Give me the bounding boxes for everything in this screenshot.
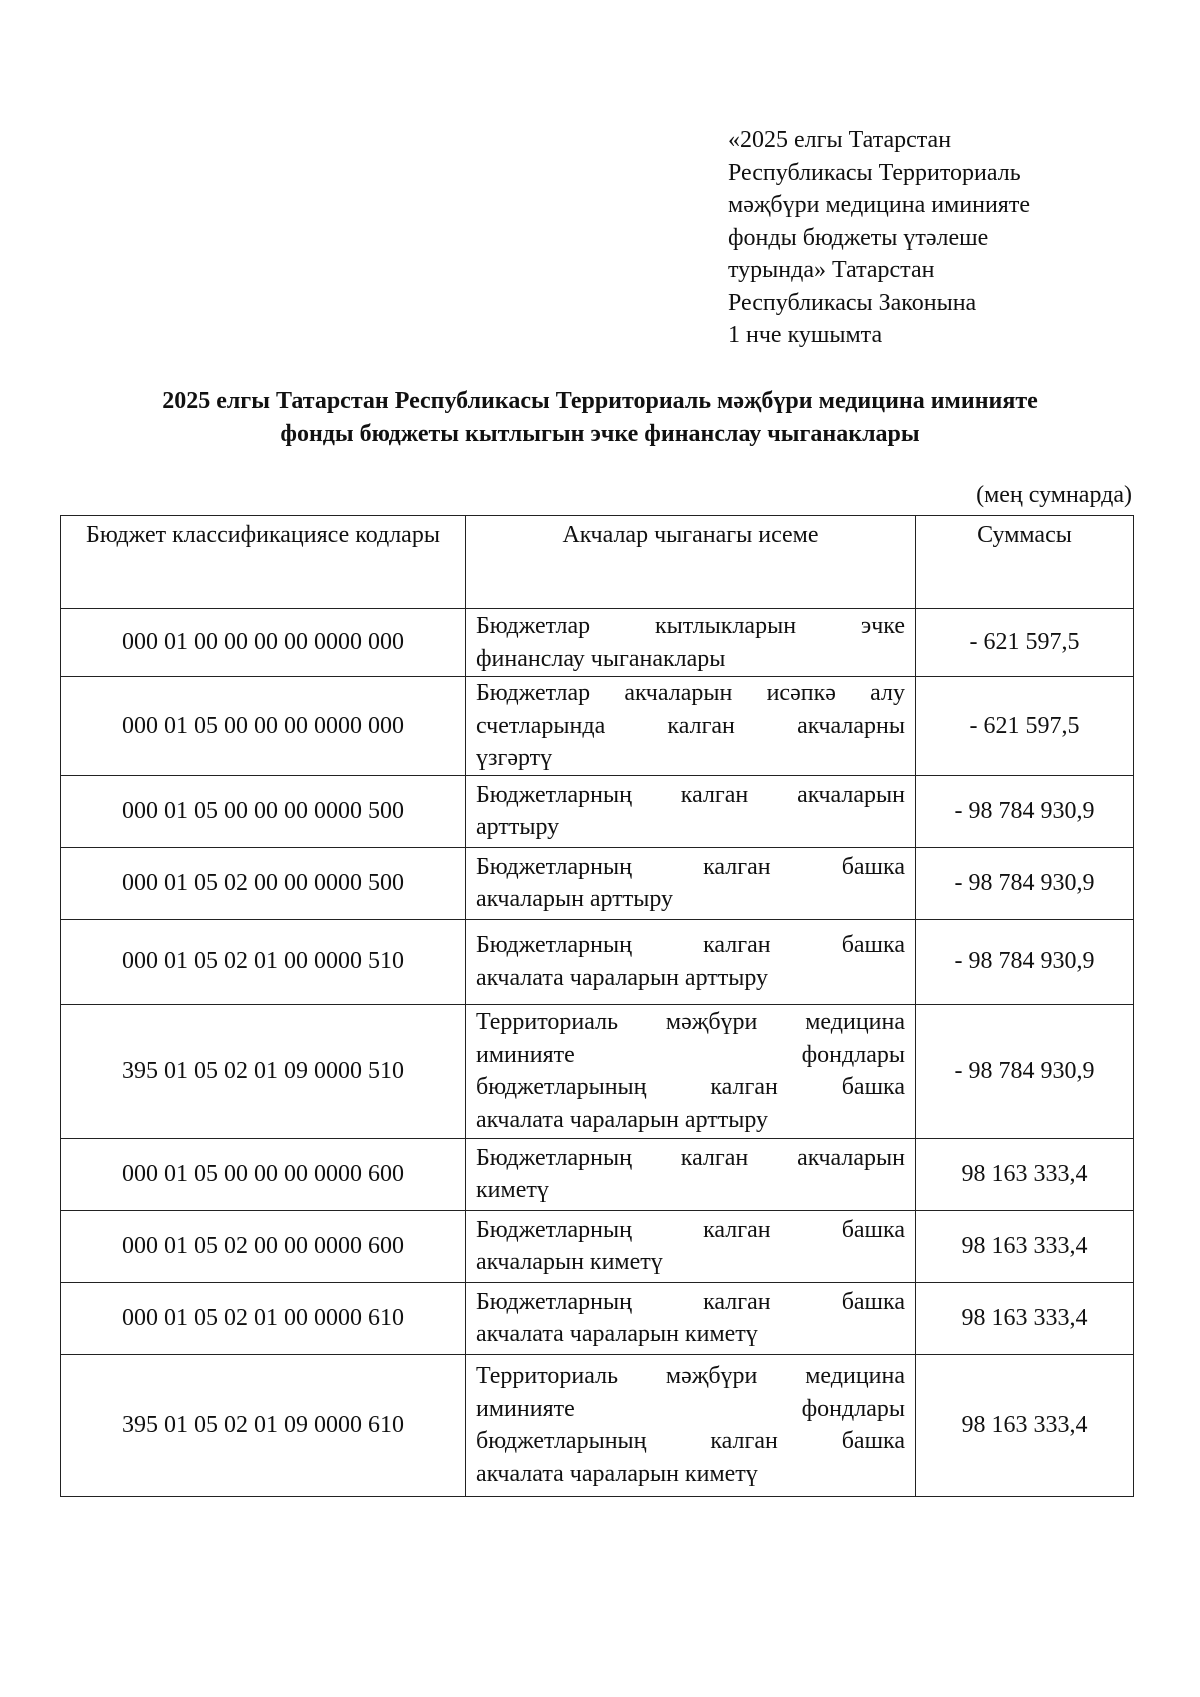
source-name-line: Территориаль мәҗбүри медицина	[476, 1009, 905, 1035]
source-name-cell	[466, 1210, 916, 1282]
source-name-cell	[466, 775, 916, 847]
budget-code-cell: 000 01 05 00 00 00 0000 500	[61, 775, 466, 847]
table-row	[61, 919, 1134, 1004]
source-name-line: акчалата чараларын киметү	[476, 1321, 758, 1347]
amount-cell: 98 163 333,4	[916, 1282, 1134, 1354]
source-name-line: Бюджетларның калган башка	[476, 1288, 905, 1315]
source-name-cell	[466, 1004, 916, 1138]
annex-line: турында» Татарстан	[728, 257, 935, 283]
source-name-line: Территориаль мәҗбүри медицина	[476, 1363, 905, 1389]
source-name-line: Бюджетларның калган башка	[476, 1216, 905, 1243]
source-name-cell	[466, 609, 916, 677]
header-sum: Суммасы	[916, 516, 1134, 609]
source-name-line: бюджетларының калган башка	[476, 1074, 905, 1100]
source-name-line: акчаларын арттыру	[476, 886, 674, 912]
amount-cell: - 621 597,5	[916, 677, 1134, 776]
source-name-line: Бюджетлар кытлыкларын эчке	[476, 613, 905, 639]
header-code: Бюджет классификациясе кодлары	[61, 516, 466, 609]
table-row	[61, 1138, 1134, 1210]
annex-line: мәҗбүри медицина иминияте	[728, 192, 1030, 218]
amount-cell: - 98 784 930,9	[916, 1004, 1134, 1138]
budget-code-cell: 000 01 05 00 00 00 0000 000	[61, 677, 466, 776]
source-name-cell	[466, 1354, 916, 1496]
table-row	[61, 1004, 1134, 1138]
source-name-line: Бюджетларның калган башка	[476, 853, 905, 880]
budget-code-cell: 000 01 05 00 00 00 0000 600	[61, 1138, 466, 1210]
budget-code-cell: 000 01 00 00 00 00 0000 000	[61, 609, 466, 677]
source-name-line: Бюджетларның калган акчаларын	[476, 1144, 905, 1171]
source-name-line: акчалата чараларын арттыру	[476, 964, 769, 991]
amount-cell: 98 163 333,4	[916, 1138, 1134, 1210]
budget-code-cell: 395 01 05 02 01 09 0000 610	[61, 1354, 466, 1496]
annex-line: Республикасы Законына	[728, 289, 977, 316]
source-name-line: бюджетларының калган башка	[476, 1428, 905, 1454]
budget-code-cell: 395 01 05 02 01 09 0000 510	[61, 1004, 466, 1138]
annex-note	[728, 124, 1148, 352]
source-name-line: Бюджетлар акчаларын исәпкә алу	[476, 680, 905, 706]
annex-line: Республикасы Территориаль	[728, 159, 1021, 186]
header-name: Акчалар чыганагы исеме	[466, 516, 916, 609]
source-name-line: акчалата чараларын киметү	[476, 1460, 758, 1487]
source-name-line: арттыру	[476, 814, 560, 840]
source-name-line: иминияте фондлары	[476, 1041, 905, 1068]
amount-cell: - 98 784 930,9	[916, 847, 1134, 919]
amount-cell: - 621 597,5	[916, 609, 1134, 677]
annex-line: 1 нче кушымта	[728, 322, 883, 348]
table-row	[61, 609, 1134, 677]
table-row	[61, 847, 1134, 919]
source-name-line: акчалата чараларын арттыру	[476, 1106, 769, 1133]
table-row	[61, 775, 1134, 847]
document-title	[50, 385, 1150, 451]
source-name-cell	[466, 677, 916, 776]
source-name-cell	[466, 1138, 916, 1210]
table-row	[61, 1210, 1134, 1282]
source-name-line: киметү	[476, 1177, 549, 1203]
table-row	[61, 1354, 1134, 1496]
table-body	[61, 609, 1134, 1497]
title-line-2: фонды бюджеты кытлыгын эчке финанслау чыганаклары	[280, 421, 920, 447]
amount-cell: 98 163 333,4	[916, 1354, 1134, 1496]
source-name-cell	[466, 847, 916, 919]
title-line-1: 2025 елгы Татарстан Республикасы Территориаль мәҗбүри медицина иминияте	[162, 388, 1038, 414]
source-name-line: Бюджетларның калган башка	[476, 932, 905, 958]
budget-code-cell: 000 01 05 02 01 00 0000 610	[61, 1282, 466, 1354]
budget-code-cell: 000 01 05 02 00 00 0000 600	[61, 1210, 466, 1282]
financing-sources-table	[60, 515, 1134, 1497]
units-note: (мең сумнарда)	[976, 482, 1132, 508]
amount-cell: - 98 784 930,9	[916, 775, 1134, 847]
budget-code-cell: 000 01 05 02 00 00 0000 500	[61, 847, 466, 919]
table-row	[61, 1282, 1134, 1354]
source-name-line: счетларында калган акчаларны	[476, 712, 905, 739]
annex-line: фонды бюджеты үтәлеше	[728, 224, 989, 251]
source-name-line: үзгәртү	[476, 745, 553, 771]
amount-cell: 98 163 333,4	[916, 1210, 1134, 1282]
source-name-line: акчаларын киметү	[476, 1249, 663, 1275]
source-name-cell	[466, 1282, 916, 1354]
source-name-line: иминияте фондлары	[476, 1395, 905, 1422]
source-name-cell	[466, 919, 916, 1004]
source-name-line: Бюджетларның калган акчаларын	[476, 781, 905, 808]
annex-line: «2025 елгы Татарстан	[728, 127, 952, 153]
source-name-line: финанслау чыганаклары	[476, 645, 726, 672]
budget-code-cell: 000 01 05 02 01 00 0000 510	[61, 919, 466, 1004]
table-header-row	[61, 516, 1134, 609]
amount-cell: - 98 784 930,9	[916, 919, 1134, 1004]
table-row	[61, 677, 1134, 776]
